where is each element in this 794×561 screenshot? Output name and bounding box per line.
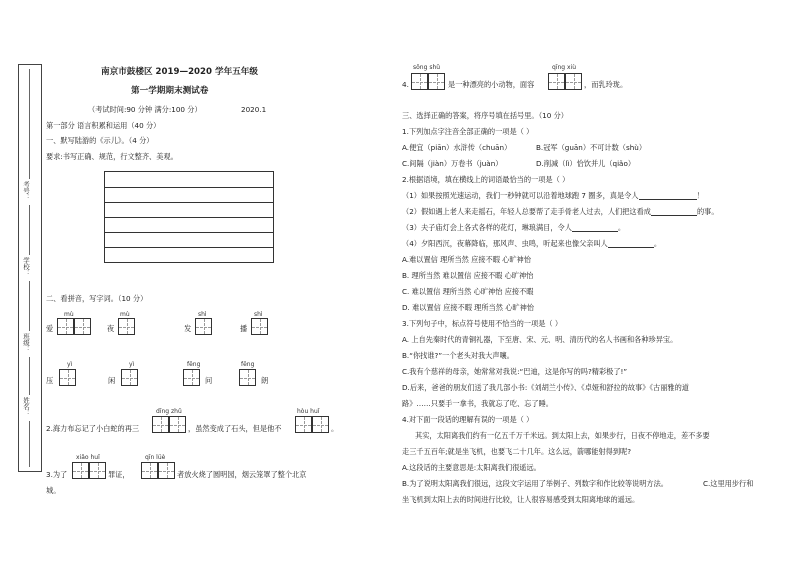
q1-title: 一、默写陆游的《示儿》。（4 分） <box>46 136 154 145</box>
char: 夜 <box>107 324 115 333</box>
sentence-text: （2）假如遇上老人来走摇石，年轻人总要帮了走手骨老人过去，人们把这看成 <box>402 207 651 216</box>
option: B.“你找谁?”一个老头对我大声嚷。 <box>402 351 514 360</box>
sentence-text: （1）如果按照光速运动，我们一秒钟就可以沿着地球跑 7 圈多，真是令人 <box>402 191 639 200</box>
sentence-text: 3.为了 <box>46 470 68 479</box>
option-continuation: 坐飞机到太阳上去的时间进行比较，让人很容易感受到太阳离地球的遥远。 <box>402 495 640 504</box>
sentence-text: 城。 <box>46 486 61 495</box>
binding-label-exam-no: 考号： <box>22 181 30 201</box>
binding-margin <box>18 64 42 472</box>
answer-blank[interactable] <box>608 247 654 248</box>
option: D. 难以置信 应接不暇 理所当然 心旷神怡 <box>402 303 534 312</box>
binding-line <box>29 281 30 331</box>
context-sentence <box>402 191 704 200</box>
pinyin: fěng <box>187 361 201 368</box>
q1-requirement: 要求:书写正确、规范，行文整齐、美观。 <box>46 152 178 161</box>
context-sentence <box>402 223 625 232</box>
grid-line <box>105 187 273 188</box>
writing-box[interactable] <box>251 318 268 335</box>
exam-meta: （考试时间:90 分钟 满分:100 分） <box>88 105 202 114</box>
binding-label-school: 学校： <box>22 257 30 277</box>
pinyin: shì <box>198 311 207 318</box>
pinyin: hòu huǐ <box>297 408 320 415</box>
sentence-text: 4. <box>402 80 409 89</box>
q2-heading: 二、看拼音，写字词。（10 分） <box>46 294 148 303</box>
writing-box[interactable] <box>411 73 428 90</box>
answer-blank[interactable] <box>651 215 697 216</box>
writing-box[interactable] <box>141 462 158 479</box>
option: C.我有个慈祥的母亲，她常常对我说:“巴迪，这是你写的吗?精彩极了!” <box>402 367 628 376</box>
option-continuation: 路》……只要手一拿书，我就忘了吃、忘了睡。 <box>402 399 553 408</box>
answer-blank[interactable] <box>572 231 618 232</box>
grid-line <box>105 217 273 218</box>
sentence-text: 。 <box>331 424 339 433</box>
exam-subtitle: 第一学期期末测试卷 <box>131 86 209 96</box>
context-sentence <box>402 207 719 216</box>
exam-date: 2020.1 <box>241 105 267 114</box>
option: A.这段话的主要意思是:太阳离我们很遥远。 <box>402 463 541 472</box>
exam-title: 南京市鼓楼区 2019—2020 学年五年级 <box>101 67 258 77</box>
binding-line <box>29 69 30 179</box>
writing-box[interactable] <box>74 318 91 335</box>
option: B.为了说明太阳离我们很远，这段文字运用了举例子、列数字和作比较等说明方法。 <box>402 479 668 488</box>
sentence-text: 者放火烧了圆明园，烟云笼罩了整个北京 <box>177 470 307 479</box>
sentence-text: 的事。 <box>696 207 719 216</box>
part1-heading: 第一部分 语言积累和运用（40 分） <box>46 121 161 130</box>
writing-box[interactable] <box>195 318 212 335</box>
binding-line <box>29 421 30 467</box>
writing-box[interactable] <box>152 416 169 433</box>
option: C.这里用步行和 <box>703 479 754 488</box>
sentence-text: 是一种漂亮的小动物，面容 <box>448 80 535 89</box>
pinyin: yì <box>67 361 73 368</box>
writing-box[interactable] <box>72 462 89 479</box>
binding-label-class: 班级： <box>22 333 30 353</box>
passage: 走三千五百年;就是坐飞机，也要飞二十几年。这么远，箭哪能射得到呢? <box>402 447 632 456</box>
char: 爱 <box>46 324 54 333</box>
writing-box[interactable] <box>565 73 582 90</box>
pinyin: xiǎo huǐ <box>76 454 100 461</box>
writing-box[interactable] <box>57 318 74 335</box>
answer-blank[interactable] <box>639 199 697 200</box>
q3-1-title: 1.下列加点字注音全部正确的一项是（ ） <box>402 127 534 136</box>
writing-box[interactable] <box>183 369 200 386</box>
writing-box[interactable] <box>548 73 565 90</box>
binding-label-name: 姓名： <box>22 397 30 417</box>
char: 压 <box>46 376 54 385</box>
pinyin: sōng shǔ <box>413 64 441 71</box>
sentence-text: ！ <box>696 191 704 200</box>
sentence-text: 。 <box>617 223 626 232</box>
option: A.难以置信 理所当然 应接不暇 心旷神怡 <box>402 255 531 264</box>
grid-line <box>105 202 273 203</box>
pinyin: qīn lüè <box>145 454 166 461</box>
q3-heading: 三、选择正确的答案，将序号填在括号里。（10 分） <box>402 111 568 120</box>
option: D.削减（lì）恰饮并儿（qiǎo） <box>536 159 636 168</box>
poem-writing-grid[interactable] <box>104 171 274 263</box>
sentence-text: ，而乳玲珑。 <box>584 80 628 89</box>
pinyin: shì <box>254 311 263 318</box>
option: B.冠军（guān）不可计数（shù） <box>536 143 647 152</box>
writing-box[interactable] <box>121 369 138 386</box>
char: 播 <box>240 324 248 333</box>
writing-box[interactable] <box>312 416 329 433</box>
char: 问 <box>205 376 213 385</box>
binding-line <box>29 357 30 395</box>
grid-line <box>105 247 273 248</box>
sentence-text: 。 <box>653 239 662 248</box>
sentence-text: （3）夫子庙灯会上各式各样的花灯，琳琅满目，令人 <box>402 223 572 232</box>
writing-box[interactable] <box>239 369 256 386</box>
sentence-text: 罪证， <box>108 470 130 479</box>
q3-3-title: 3.下列句子中，标点符号使用不恰当的一项是（ ） <box>402 319 563 328</box>
pinyin: yì <box>129 361 135 368</box>
grid-line <box>105 232 273 233</box>
writing-box[interactable] <box>428 73 445 90</box>
context-sentence <box>402 239 661 248</box>
writing-box[interactable] <box>118 318 135 335</box>
option: A.便宜（piān）水浒传（chuān） <box>402 143 512 152</box>
passage: 其实，太阳离我们约有一亿五千万千米远。到太阳上去，如果步行，日夜不停地走，差不多要 <box>415 431 710 440</box>
char: 闲 <box>108 376 116 385</box>
writing-box[interactable] <box>158 462 175 479</box>
char: 发 <box>184 324 192 333</box>
writing-box[interactable] <box>169 416 186 433</box>
binding-line <box>29 205 30 255</box>
writing-box[interactable] <box>59 369 76 386</box>
pinyin: qīng xiù <box>552 64 577 71</box>
option: A. 上自先秦时代的青铜礼器，下至唐、宋、元、明、清历代的名人书画和各种珍异宝。 <box>402 335 678 344</box>
option: C. 难以置信 理所当然 心旷神怡 应接不暇 <box>402 287 534 296</box>
option: D.后来，爸爸的朋友们送了我几部小书:《刘胡兰小传》、《卓娅和舒拉的故事》《古丽雅的道 <box>402 383 689 392</box>
char: 朗 <box>261 376 269 385</box>
option: C.间隔（jiàn）万卷书（juàn） <box>402 159 503 168</box>
q3-2-title: 2.根据语境，填在横线上的词语最恰当的一项是（ ） <box>402 175 570 184</box>
pinyin: fěng <box>241 361 255 368</box>
writing-box[interactable] <box>295 416 312 433</box>
writing-box[interactable] <box>89 462 106 479</box>
sentence-text: 2.海力布忘记了小白蛇的再三 <box>46 424 140 433</box>
pinyin: mù <box>120 311 130 318</box>
pinyin: mù <box>64 311 74 318</box>
pinyin: dīng zhǔ <box>156 408 182 415</box>
q3-4-title: 4.对下面一段话的理解有误的一项是（ ） <box>402 415 534 424</box>
option: B. 理所当然 难以置信 应接不暇 心旷神怡 <box>402 271 534 280</box>
sentence-text: ，虽然变成了石头，但是他不 <box>188 424 282 433</box>
sentence-text: （4）夕阳西沉，夜幕降临，那风声、虫鸣，听起来也像父亲叫人 <box>402 239 608 248</box>
